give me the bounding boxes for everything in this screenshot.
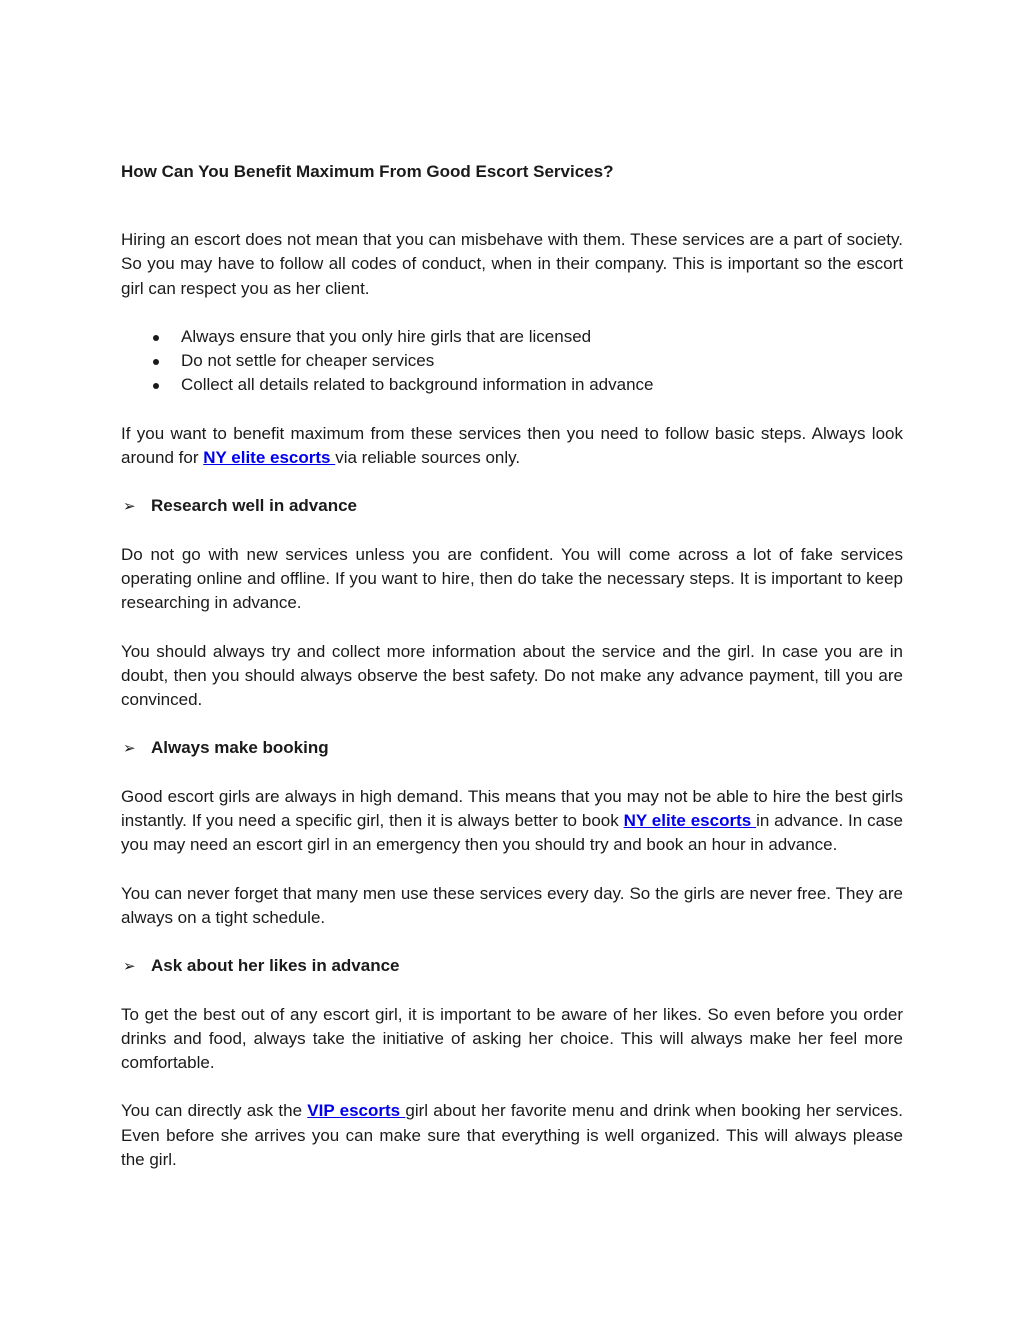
list-item-text: Do not settle for cheaper services bbox=[181, 351, 435, 371]
bullet-icon bbox=[153, 335, 159, 341]
benefit-paragraph bbox=[121, 422, 903, 471]
section-heading-likes bbox=[121, 954, 903, 978]
list-item-text: Collect all details related to background information in advance bbox=[181, 375, 654, 395]
section-heading-text: Ask about her likes in advance bbox=[151, 956, 400, 976]
paragraph-text: girl about her favorite menu and drink when booking her services. Even before she arrives you can make sure that everything is well organized. This will always please the girl. bbox=[121, 1101, 903, 1170]
paragraph-text: You can directly ask the bbox=[121, 1101, 308, 1121]
bullet-list bbox=[121, 325, 903, 398]
ny-elite-escorts-link[interactable]: NY elite escorts bbox=[203, 448, 336, 468]
likes-paragraph-2 bbox=[121, 1099, 903, 1172]
paragraph-text: Good escort girls are always in high demand. This means that you may not be able to hire the best girls instantly. If you need a specific girl, then it is always better to book bbox=[121, 786, 903, 831]
list-item bbox=[121, 373, 903, 397]
intro-paragraph: Hiring an escort does not mean that you can misbehave with them. These services are a part of society. So you may have to follow all codes of conduct, when in their company. This is important so the escort girl can respect you as her client. bbox=[121, 230, 903, 298]
section-heading-text: Always make booking bbox=[151, 738, 329, 758]
arrow-bullet-icon: ➢ bbox=[123, 957, 136, 976]
bullet-icon bbox=[153, 359, 159, 365]
research-paragraph-1: Do not go with new services unless you are confident. You will come across a lot of fake services operating online and offline. If you want to hire, then do take the necessary steps. It is important to keep researching in advance. bbox=[121, 544, 903, 613]
list-item bbox=[121, 349, 903, 373]
research-paragraph-2: You should always try and collect more information about the service and the girl. In case you are in doubt, then you should always observe the best safety. Do not make any advance payment, till you are convinced. bbox=[121, 641, 903, 710]
ny-elite-escorts-link[interactable]: NY elite escorts bbox=[623, 811, 757, 831]
list-item bbox=[121, 325, 903, 349]
list-item-text: Always ensure that you only hire girls that are licensed bbox=[181, 326, 592, 346]
paragraph-text: If you want to benefit maximum from these services then you need to follow basic steps. Always look around for bbox=[121, 423, 903, 468]
bullet-icon bbox=[153, 383, 159, 389]
booking-paragraph-1 bbox=[121, 785, 903, 858]
booking-paragraph-2: You can never forget that many men use these services every day. So the girls are never free. They are always on a tight schedule. bbox=[121, 883, 903, 927]
paragraph-text: in advance. In case you may need an escort girl in an emergency then you should try and book an hour in advance. bbox=[121, 811, 904, 855]
document-title: How Can You Benefit Maximum From Good Escort Services? bbox=[121, 162, 614, 181]
arrow-bullet-icon: ➢ bbox=[123, 497, 136, 516]
document-page bbox=[121, 160, 903, 1172]
section-heading-text: Research well in advance bbox=[151, 496, 357, 516]
arrow-bullet-icon: ➢ bbox=[123, 739, 136, 758]
paragraph-text: via reliable sources only. bbox=[335, 448, 521, 468]
likes-paragraph-1: To get the best out of any escort girl, it is important to be aware of her likes. So even before you order drinks and food, always take the initiative of asking her choice. This will always make her feel more comfortable. bbox=[121, 1004, 903, 1073]
vip-escorts-link[interactable]: VIP escorts bbox=[307, 1101, 406, 1121]
section-heading-booking bbox=[121, 736, 903, 760]
section-heading-research bbox=[121, 494, 903, 518]
